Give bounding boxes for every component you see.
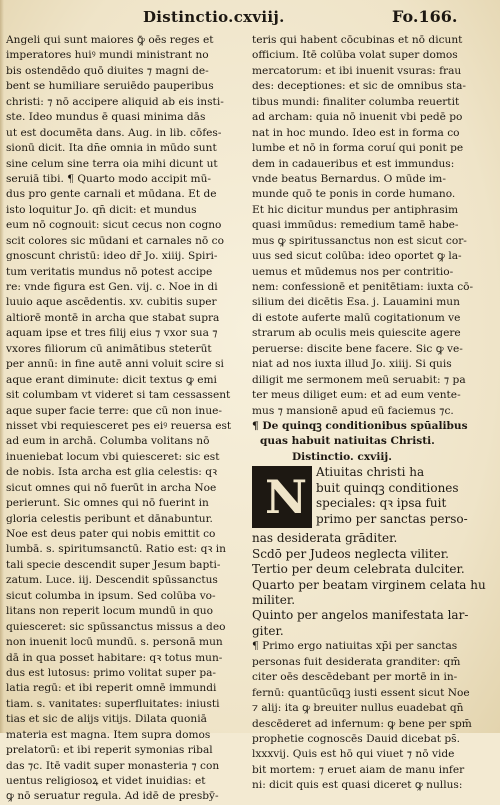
- text-line: inueniebat locum vbi quiesceret: sic est: [6, 450, 220, 463]
- text-line: materia est magna. Item supra domos: [6, 728, 211, 741]
- text-line: sicut omnes qui nō fuerūt in archa Noe: [6, 481, 217, 494]
- chapter-heading: ¶ De quinqꝫ conditionibus spūalibus: [252, 419, 468, 432]
- right-column-mid-text: [252, 531, 498, 639]
- text-line: niat ad nos iuxta illud Jo. xiiij. Si quis: [252, 358, 452, 371]
- text-line: fernū: quantūcūqꝫ iusti essent sicut Noe: [252, 686, 470, 699]
- text-line: litans non reperit locum mundū in quo: [6, 605, 213, 618]
- text-line: prelatorū: et ibi reperit symonias ribal: [6, 744, 213, 757]
- text-line: bit mortem: ⁊ eruet aiam de manu infer: [252, 763, 465, 776]
- text-line: aquam ipse et tres filij eius ⁊ vxor sua ⁊: [6, 327, 218, 340]
- text-line: sit columbam vt videret si tam cessassent: [6, 389, 231, 402]
- text-line: tum veritatis mundus nō potest accipe: [6, 265, 213, 278]
- text-line: sine celum sine terra oia mihi dicunt ut: [6, 157, 218, 170]
- text-line: tali specie descendit super Jesum bapti-: [6, 558, 221, 571]
- text-line: isto loquitur Jo. qn̄ dicit: et mundus: [6, 203, 197, 216]
- text-line: zatum. Luce. iij. Descendit spūssanctus: [6, 574, 218, 587]
- text-line: Et hic dicitur mundus per antiphrasim: [252, 203, 459, 216]
- initial-letter: N: [265, 470, 308, 525]
- text-line: dus est lutosus: primo volitat super pa-: [6, 666, 216, 679]
- text-line: re: vnde figura est Gen. vij. c. Noe in di: [6, 281, 218, 293]
- text-line: strarum ab oculis meis quiescite agere: [252, 327, 461, 340]
- text-line: uentus religiosoꝝ et videt inuidias: et: [6, 775, 206, 787]
- text-line: perierunt. Sic omnes qui nō fuerint in: [6, 497, 209, 510]
- text-line: vxores filiorum cū animātibus steterūt: [6, 342, 212, 355]
- text-line: uus sed sicut colūba: ideo oportet ꝙ la-: [252, 250, 462, 263]
- text-line: lumbā. s. spiritumsanctū. Ratio est: qꝛ in: [6, 543, 226, 556]
- text-line: seruiā tibi. ¶ Quarto modo accipit mū-: [6, 172, 211, 185]
- decorated-initial: [252, 466, 312, 528]
- text-line: dā in qua posset habitare: qꝛ totus mun-: [6, 651, 223, 664]
- chapter-heading-line2: quas habuit natiuitas Christi.: [260, 435, 435, 448]
- text-line: ni: dicit quis est quasi diceret ꝙ nullus:: [252, 779, 463, 792]
- text-line: primo per sanctas perso-: [316, 511, 468, 526]
- text-line: citer oēs descēdebant per mortē in in-: [252, 671, 458, 684]
- text-line: descēderet ad infernum: ꝙ bene per spm̄: [252, 717, 472, 730]
- text-line: mus ⁊ mansionē apud eū faciemus ⁊c.: [252, 404, 454, 417]
- text-line: ¶ Primo ergo natiuitas xp̄i per sanctas: [252, 640, 458, 653]
- text-line: gnoscunt christū: ideo dr̄ Jo. xiiij. Spiri-: [6, 250, 218, 263]
- text-line: lxxxvij. Quis est hō qui viuet ⁊ nō vide: [252, 748, 455, 761]
- text-line: buit quinqꝫ conditiones: [316, 480, 459, 495]
- text-line: per annū: in fine autē anni voluit scire si: [6, 358, 224, 371]
- text-line: latia regū: et ibi reperit omnē immundi: [6, 682, 217, 695]
- text-line: gloria celestis peribunt et dānabuntur.: [6, 512, 213, 525]
- text-line: ad archam: quia nō inuenit vbi pedē po: [252, 111, 463, 124]
- text-line: eum nō cognouit: sicut cecus non cogno: [6, 219, 222, 232]
- text-line: speciales: qꝛ ipsa fuit: [316, 496, 447, 511]
- text-line: aque super facie terre: que cū non inue-: [6, 404, 222, 417]
- text-line: uemus et mūdemus nos per contritio-: [252, 265, 454, 278]
- right-column-bottom-text: [252, 639, 498, 793]
- text-line: luuio aque ascēdentis. xv. cubitis super: [6, 296, 217, 309]
- text-line: Atiuitas christi ha: [316, 465, 425, 480]
- text-line: teris qui habent cōcubinas et nō dicunt: [252, 34, 463, 46]
- text-line: ⁊ alij: ita ꝙ breuiter nullus euadebat qn̄: [252, 702, 464, 715]
- text-line: de nobis. Ista archa est glia celestis: qꝛ: [6, 466, 218, 479]
- text-line: ut est documēta dans. Aug. in lib. cōfes-: [6, 126, 222, 139]
- text-line: nisset vbi requiesceret pes eiꝰ reuersa est: [6, 419, 232, 432]
- text-line: tiam. s. vanitates: superfluitates: iniusti: [6, 697, 220, 710]
- text-line: Quarto per beatam virginem celata hu: [252, 577, 486, 592]
- text-line: ter meus diliget eum: et ad eum vente-: [252, 389, 461, 402]
- text-line: altiorē montē in archa que stabat supra: [6, 311, 220, 324]
- distinctio-subheading: Distinctio. cxviij.: [292, 450, 392, 463]
- text-line: personas fuit desiderata granditer: qm̄: [252, 655, 461, 668]
- text-line: lumbe et nō in forma coruí qui ponit pe: [252, 142, 464, 155]
- text-line: munde quō te ponis in corde humano.: [252, 188, 456, 201]
- text-line: quiesceret: sic spūssanctus missus a deo: [6, 620, 226, 633]
- text-line: nas desiderata grāditer.: [252, 531, 398, 546]
- initial-adjacent-text: [316, 465, 468, 527]
- right-column: [252, 33, 498, 794]
- text-line: tibus mundi: finaliter columba reuertit: [252, 95, 460, 108]
- text-line: nat in hoc mundo. Ideo est in forma co: [252, 126, 460, 139]
- text-line: des: deceptiones: et sic de omnibus sta-: [252, 80, 467, 93]
- text-line: officium. Itē colūba volat super domos: [252, 49, 458, 62]
- text-line: diligit me sermonem meū seruabit: ⁊ pa: [252, 373, 466, 386]
- text-line: tias et sic de alijs vitijs. Dilata quoniā: [6, 713, 207, 726]
- text-line: ad eum in archā. Columba volitans nō: [6, 435, 210, 448]
- text-line: mercatorum: et ibi inuenit vsuras: frau: [252, 64, 462, 77]
- text-line: Angeli qui sunt maiores ꝙ̄ oēs reges et: [6, 34, 214, 46]
- text-line: Quinto per angelos manifestata lar-: [252, 608, 469, 623]
- text-line: ꝙ nō seruatur regula. Ad idē de presbȳ-: [6, 790, 219, 803]
- text-line: peruerse: discite bene facere. Sic ꝙ ve-: [252, 342, 463, 355]
- text-line: nem: confessionē et penitētiam: iuxta cō-: [252, 281, 474, 293]
- text-line: non inuenit locū mundū. s. personā mun: [6, 636, 223, 649]
- text-line: prophetie cognoscēs Dauid dicebat ps̄.: [252, 732, 460, 745]
- text-line: vnde beatus Bernardus. O mūde im-: [252, 172, 446, 185]
- text-line: Noe est deus pater qui nobis emittit co: [6, 528, 216, 540]
- text-line: christi: ⁊ nō accipere aliquid ab eis insti-: [6, 95, 224, 108]
- text-line: dem in cadaueribus et est immundus:: [252, 157, 455, 170]
- text-line: militer.: [252, 593, 296, 607]
- left-column: [6, 33, 242, 805]
- text-line: bent se humiliare seruiēdo pauperibus: [6, 80, 214, 93]
- text-line: das ⁊c. Itē vadit super monasteria ⁊ con: [6, 759, 220, 772]
- text-line: giter.: [252, 623, 284, 638]
- folio-number: Fo.166.: [392, 7, 458, 26]
- text-line: bis ostendēdo quō diuites ⁊ magni de-: [6, 64, 209, 77]
- initial-block: [252, 465, 498, 531]
- text-line: Tertio per deum celebrata dulciter.: [252, 562, 465, 577]
- text-line: sionū dicit. Ita dn̄e omnia in mūdo sunt: [6, 142, 217, 155]
- text-line: quasi immūdus: remedium tamē habe-: [252, 219, 459, 232]
- text-line: di estote auferte malū cogitationum ve: [252, 311, 461, 324]
- text-line: scit colores sic mūdani et carnales nō co: [6, 234, 224, 247]
- text-line: dus pro gente carnali et mūdana. Et de: [6, 188, 217, 201]
- running-header: Distinctio.cxviij.: [143, 8, 285, 26]
- text-line: aque erant diminute: dicit textus ꝙ emi: [6, 373, 217, 386]
- text-line: ste. Ideo mundus ē quasi minima dās: [6, 111, 206, 124]
- right-column-top-text: [252, 33, 498, 419]
- text-line: imperatores huiꝰ mundi ministrant no: [6, 49, 209, 62]
- page-gutter-shadow: [0, 0, 4, 733]
- text-line: mus ꝙ spiritussanctus non est sicut cor-: [252, 234, 467, 247]
- text-line: silium dei dicētis Esa. j. Lauamini mun: [252, 296, 460, 309]
- text-line: Scdō per Judeos neglecta viliter.: [252, 546, 449, 561]
- text-line: sicut columba in ipsum. Sed colūba vo-: [6, 589, 216, 602]
